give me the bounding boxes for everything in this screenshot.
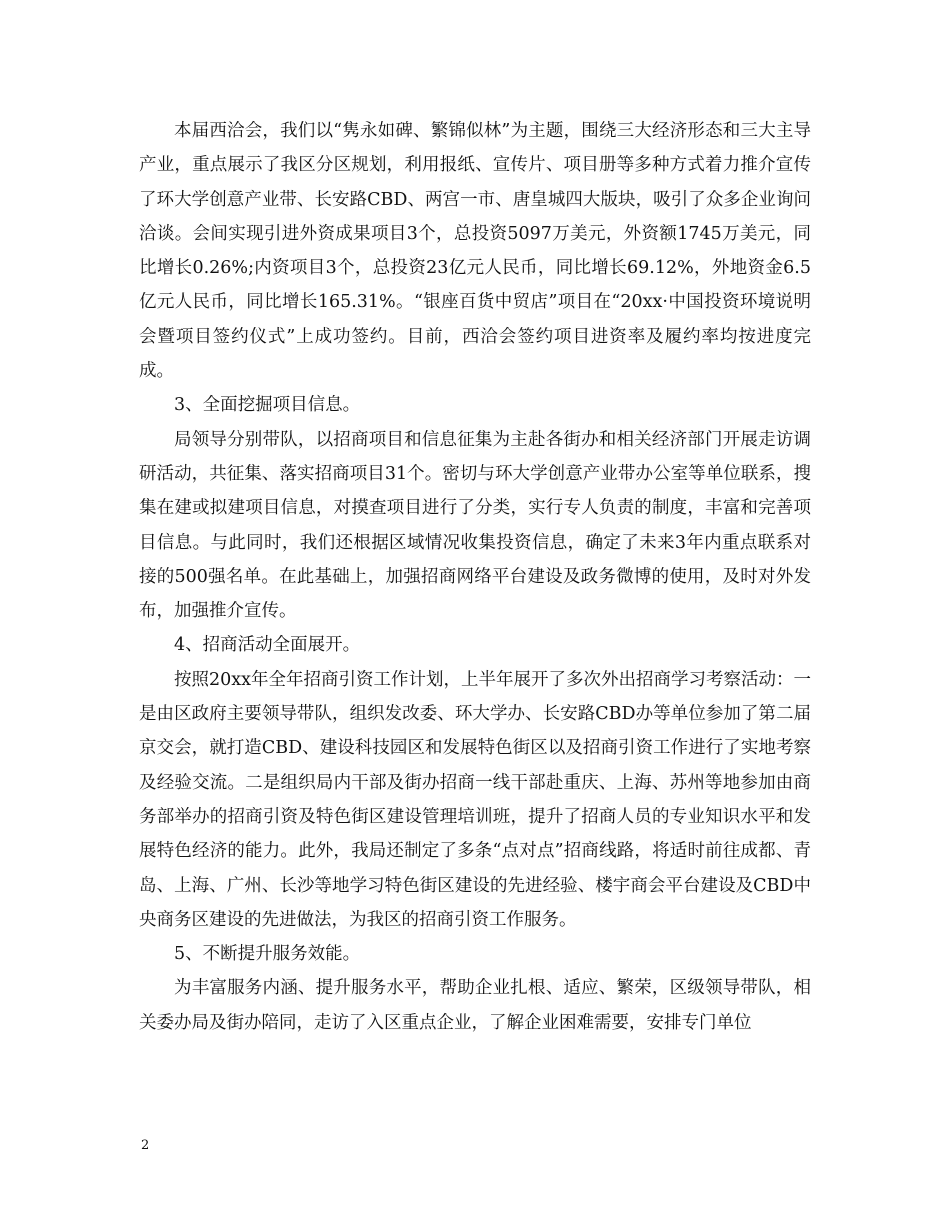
heading-investment-activities: 4、招商活动全面展开。 [174,635,361,656]
paragraph-xiqiahui-results: 本届西洽会，我们以“隽永如碑、繁锦似林”为主题，围绕三大经济形态和三大主导产业，重点展示了我区分区规划，利用报纸、宣传片、项目册等多种方式着力推介宣传了环大学创意产业带、长安路CBD、两宫一市、唐皇城四大版块，吸引了众多企业询问洽谈。会间实现引进外资成果项目3个，总投资5097万美元，外资额1745万美元，同比增长0.26%;内资项目3个，总投资23亿元人民币，同比增长69.12%，外地资金6.5亿元人民币，同比增长165.31%。“银座百货中贸店”项目在“20xx·中国投资环境说明会暨项目签约仪式”上成功签约。目前，西洽会签约项目进资率及履约率均按进度完成。 [139,121,811,382]
paragraph-service-efficiency: 为丰富服务内涵、提升服务水平，帮助企业扎根、适应、繁荣，区级领导带队，相关委办局及街办陪同，走访了入区重点企业，了解企业困难需要，安排专门单位 [139,978,811,1033]
heading-service-efficiency: 5、不断提升服务效能。 [174,944,361,965]
heading-project-information: 3、全面挖掘项目信息。 [174,395,361,416]
paragraph-project-information: 局领导分别带队，以招商项目和信息征集为主赴各街办和相关经济部门开展走访调研活动，共征集、落实招商项目31个。密切与环大学创意产业带办公室等单位联系，搜集在建或拟建项目信息，对摸查项目进行了分类，实行专人负责的制度，丰富和完善项目信息。与此同时，我们还根据区域情况收集投资信息，确定了未来3年内重点联系对接的500强名单。在此基础上，加强招商网络平台建设及政务微博的使用，及时对外发布，加强推介宣传。 [139,429,811,622]
paragraph-investment-activities: 按照20xx年全年招商引资工作计划，上半年展开了多次外出招商学习考察活动：一是由区政府主要领导带队，组织发改委、环大学办、长安路CBD办等单位参加了第二届京交会，就打造CBD、建设科技园区和发展特色街区以及招商引资工作进行了实地考察及经验交流。二是组织局内干部及街办招商一线干部赴重庆、上海、苏州等地参加由商务部举办的招商引资及特色街区建设管理培训班，提升了招商人员的专业知识水平和发展特色经济的能力。此外，我局还制定了多条“点对点”招商线路，将适时前往成都、青岛、上海、广州、长沙等地学习特色街区建设的先进经验、楼宇商会平台建设及CBD中央商务区建设的先进做法，为我区的招商引资工作服务。 [139,669,812,930]
document-body [139,114,811,1040]
page-number: 2 [141,1138,150,1153]
